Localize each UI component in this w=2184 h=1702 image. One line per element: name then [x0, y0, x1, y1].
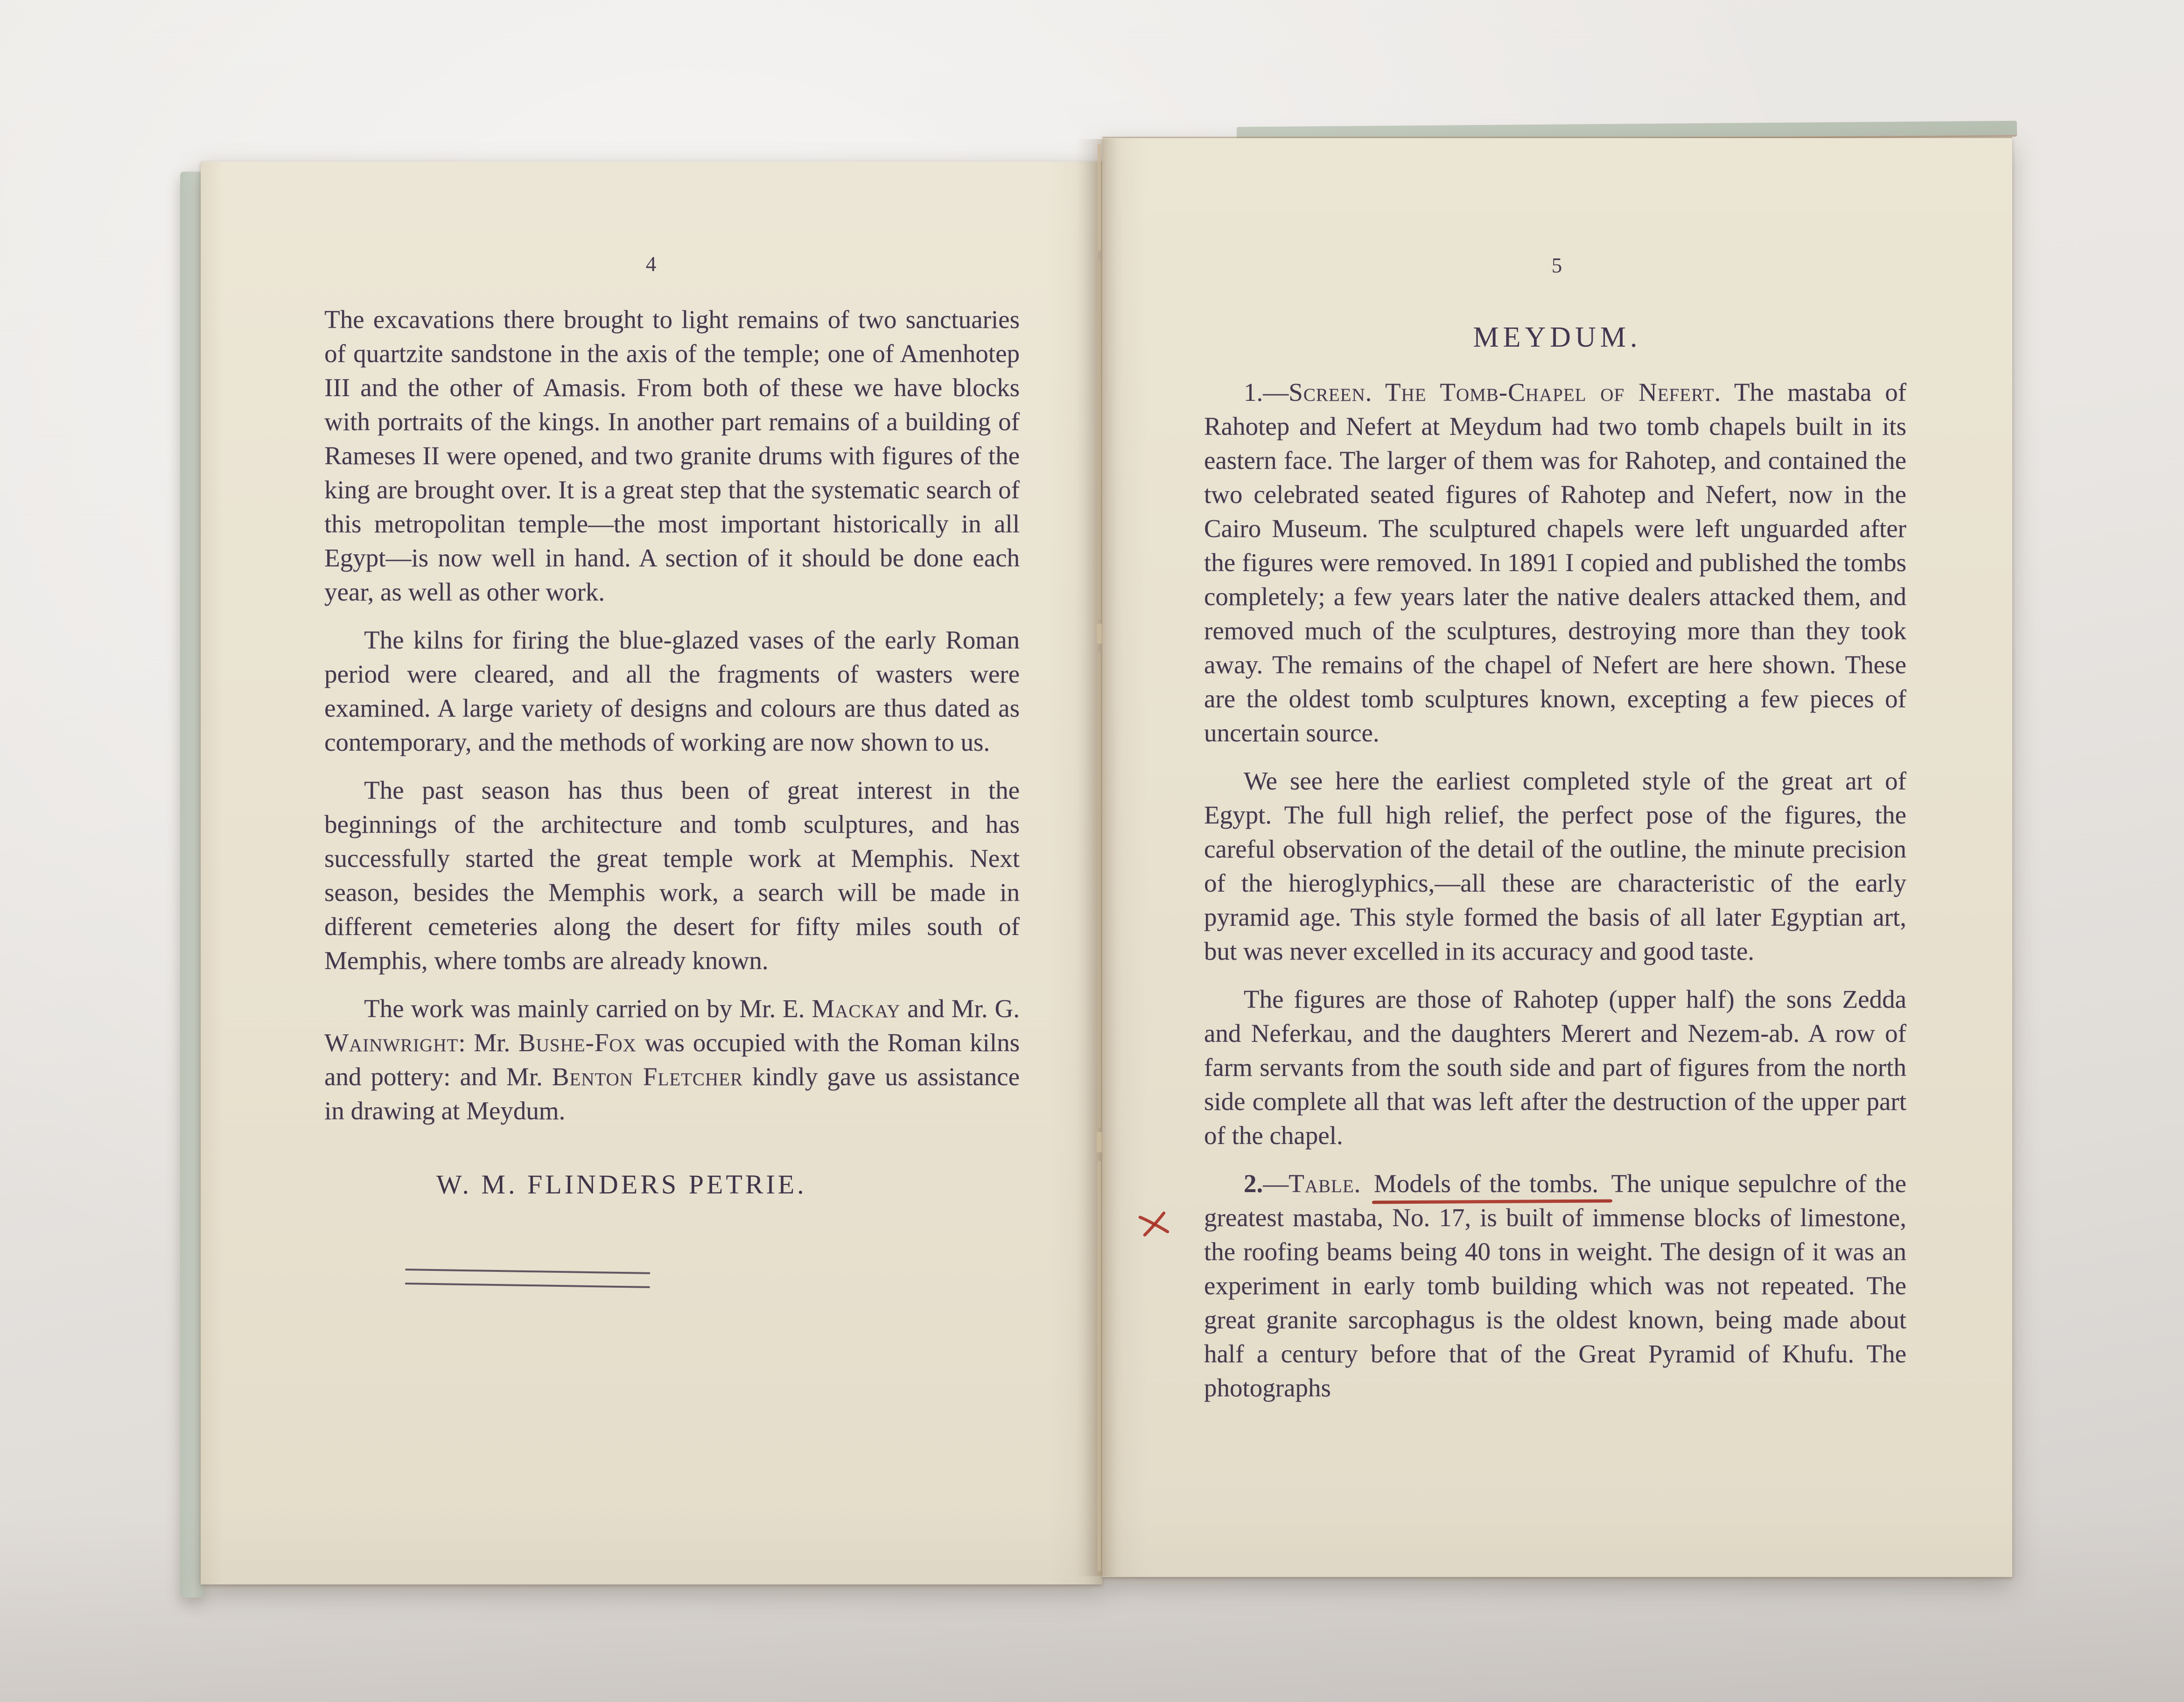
- page-number: 4: [645, 252, 658, 276]
- text-segment: The figures are those of Rahotep (upper half) the sons Zedda and Neferkau, and the daughters Merert and Nezem-ab. A row of farm servants from the south side and part of figures from the north side complete all that was left after the destruction of the upper part of the chapel.: [1204, 985, 1906, 1150]
- smallcaps-text: The Tomb-Chapel of Nefert.: [1385, 378, 1722, 406]
- text-segment: —: [1263, 1169, 1289, 1198]
- red-x-annotation-icon: [1136, 1209, 1171, 1238]
- section-divider-rule: [405, 1269, 650, 1288]
- text-segment: The excavations there brought to light remains of two sanctuaries of quartzite sandstone in the axis of the temple; one of Amenhotep III and the other of Amasis. From both of these we have blocks with portraits of the kings. In another part remains of a building of Rameses II were opened, and two granite drums with figures of the king are brought over. It is a great step that the systematic search of this metropolitan temple—the most important historically in all Egypt—is now well in hand. A section of it should be done each year, as well as other work.: [324, 305, 1020, 606]
- red-underlined-text: Models of the tombs.: [1373, 1169, 1599, 1198]
- smallcaps-text: Bushe-Fox: [518, 1028, 637, 1057]
- rule-line: [405, 1269, 650, 1274]
- rule-line: [405, 1283, 650, 1288]
- text-segment: : Mr.: [458, 1028, 518, 1057]
- paragraph: [1204, 764, 1906, 968]
- smallcaps-text: Mackay: [812, 994, 901, 1023]
- text-segment: kindly gave us assistance in drawing at Meydum.: [324, 1062, 1020, 1125]
- text-segment: The unique sepulchre of the greatest mastaba, No. 17, is built of immense blocks of limestone, the roofing beams being 40 tons in weight. The design of it was an experiment in early tomb building which was not repeated. The great granite sarcophagus is the oldest known, being made about half a century before that of the Great Pyramid of Khufu. The photographs: [1204, 1169, 1906, 1402]
- text-segment: 1.—: [1244, 378, 1289, 406]
- text-segment: The work was mainly carried on by Mr. E.: [364, 994, 812, 1023]
- smallcaps-text: Screen.: [1288, 378, 1372, 406]
- paragraph: [324, 623, 1020, 759]
- text-segment: [1372, 378, 1385, 406]
- page-4: [201, 161, 1102, 1584]
- text-column-right: [1204, 375, 1906, 1405]
- text-segment: was occupied with the Roman kilns and pottery: and Mr.: [324, 1028, 1020, 1091]
- text-column-left: [324, 302, 1020, 1128]
- page-number: 5: [1551, 254, 1563, 277]
- text-segment: The mastaba of Rahotep and Nefert at Meydum had two tomb chapels built in its eastern face. The larger of them was for Rahotep, and contained the two celebrated seated figures of Rahotep and Nefert, now in the Cairo Museum. The sculptured chapels were left unguarded after the figures were removed. In 1891 I copied and published the tombs completely; a few years later the native dealers attacked them, and removed much of the sculptures, destroying more than they took away. The remains of the chapel of Nefert are here shown. These are the oldest tomb sculptures known, excepting a few pieces of uncertain source.: [1204, 378, 1907, 747]
- smallcaps-text: Table.: [1288, 1169, 1361, 1198]
- bold-text: 2.: [1244, 1169, 1263, 1198]
- paragraph: [324, 302, 1020, 609]
- text-segment: We see here the earliest completed style of the great art of Egypt. The full high relief, the perfect pose of the figures, the careful observation of the detail of the outline, the minute precision of the hieroglyphics,—all these are characteristic of the early pyramid age. This style formed the basis of all later Egyptian art, but was never excelled in its accuracy and good taste.: [1204, 767, 1906, 965]
- paragraph: [324, 773, 1020, 977]
- paragraph: [1204, 375, 1906, 750]
- paragraph: [324, 991, 1020, 1128]
- text-segment: and Mr. G.: [900, 994, 1020, 1023]
- author-signature: W. M. FLINDERS PETRIE.: [436, 1169, 807, 1200]
- paragraph: [1204, 982, 1906, 1152]
- page-5: [1102, 138, 2012, 1577]
- text-segment: The kilns for firing the blue-glazed vases of the early Roman period were cleared, and all the fragments of wasters were examined. A large variety of designs and colours are thus dated as contemporary, and the methods of working are now shown to us.: [324, 626, 1020, 756]
- paragraph: [1204, 1166, 1906, 1405]
- text-segment: [1361, 1169, 1374, 1198]
- section-heading: MEYDUM.: [1473, 321, 1642, 353]
- smallcaps-text: Wainwright: [324, 1028, 459, 1057]
- text-segment: The past season has thus been of great interest in the beginnings of the architecture and tomb sculptures, and has successfully started the great temple work at Memphis. Next season, besides the Memphis work, a search will be made in different cemeteries along the desert for fifty miles south of Memphis, where tombs are already known.: [324, 776, 1020, 975]
- smallcaps-text: Benton Fletcher: [552, 1062, 743, 1091]
